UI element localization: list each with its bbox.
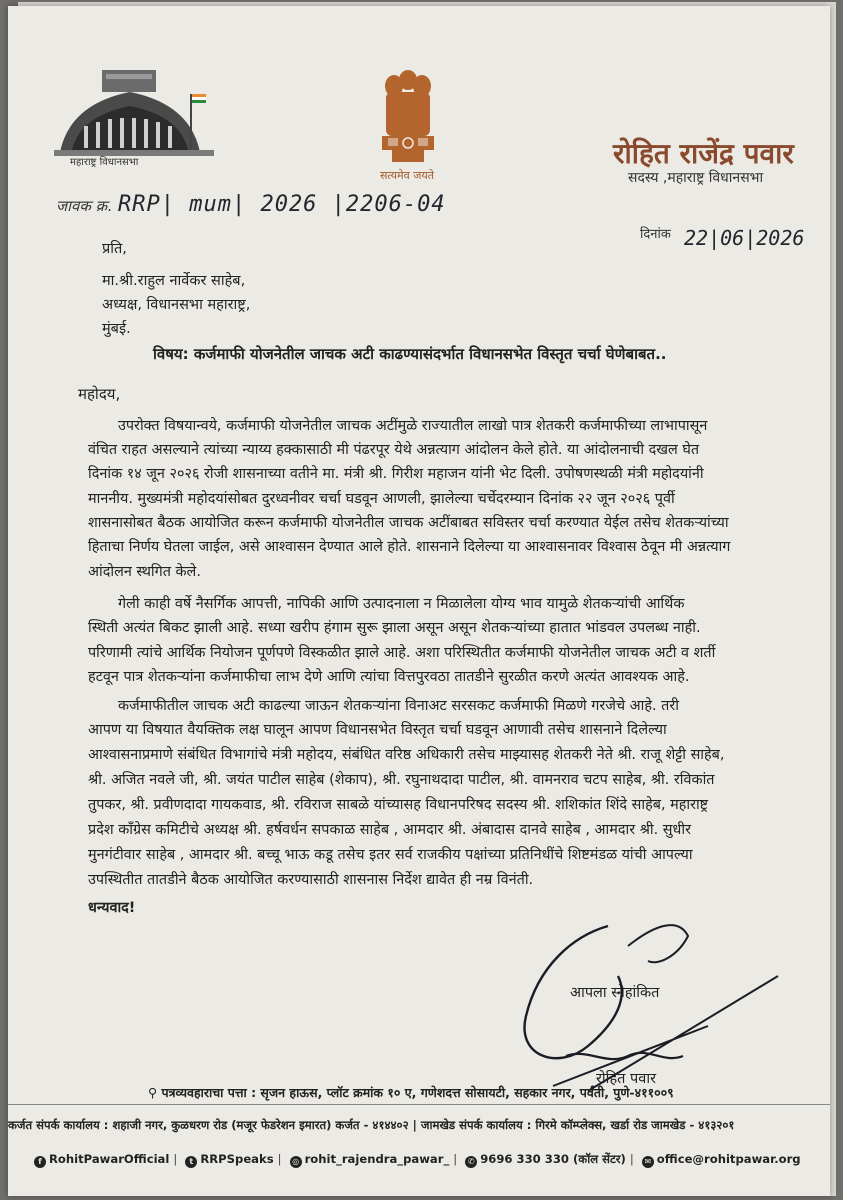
date-label: दिनांक	[640, 227, 671, 242]
reference-label: जावक क्र.	[56, 197, 112, 215]
letter-subject: विषय: कर्जमाफी योजनेतील जाचक अटी काढण्यासंदर्भात विधानसभेत विस्तृत चर्चा घेणेबाबत..	[153, 345, 667, 363]
addressee-prati: प्रति,	[102, 241, 127, 257]
addressee-line-1: मा.श्री.राहुल नार्वेकर साहेब,	[102, 273, 246, 289]
email-address[interactable]: office@rohitpawar.org	[656, 1152, 801, 1166]
logo-caption: महाराष्ट्र विधानसभा	[70, 157, 139, 168]
closing-phrase: आपला स्नेहांकित	[570, 985, 660, 1001]
postal-address: ⚲ पत्रव्यवहाराचा पत्ता : सृजन हाऊस, प्लॉट क्रमांक १० ए, गणेशदत्त सोसायटी, सहकार नगर, पर्वती, पुणे-४११००९	[148, 1085, 674, 1100]
letter-page	[8, 6, 830, 1196]
salutation: महोदय,	[78, 385, 121, 403]
email-icon: ✉	[642, 1156, 654, 1168]
signatory-name: रोहित पवार	[596, 1071, 656, 1087]
sender-designation: सदस्य ,महाराष्ट्र विधानसभा	[628, 170, 764, 186]
body-line: शासनासोबत बैठक आयोजित करून कर्जमाफी योजनेतील जाचक अटींबाबत सविस्तर चर्चा करण्यात येईल तसेच शेतकऱ्यांच्या	[88, 515, 729, 531]
addressee-line-3: मुंबई.	[102, 321, 131, 337]
instagram-handle[interactable]: rohit_rajendra_pawar_	[304, 1152, 450, 1166]
facebook-handle[interactable]: RohitPawarOfficial	[49, 1152, 170, 1166]
phone-number[interactable]: 9696 330 330 (कॉल सेंटर)	[480, 1152, 626, 1166]
body-line: उपरोक्त विषयान्वये, कर्जमाफी योजनेतील जाचक अटींमुळे राज्यातील लाखो पात्र शेतकरी कर्जमाफीच्या लाभापासून	[118, 418, 708, 434]
social-links: f RohitPawarOfficial | t RRPSpeaks | ◎ rohit_rajendra_pawar_ | ✆ 9696 330 330 (कॉल सेंटर) | ✉ office@rohitpawar.org	[34, 1152, 801, 1168]
twitter-handle[interactable]: RRPSpeaks	[200, 1152, 274, 1166]
body-line: परिणामी त्यांचे आर्थिक नियोजन पूर्णपणे विस्कळीत झाले आहे. अशा परिस्थितीत कर्जमाफी योजनेतील जाचक अटी व शर्ती	[88, 645, 716, 661]
body-line: प्रदेश कॉंग्रेस कमिटीचे अध्यक्ष श्री. हर्षवर्धन सपकाळ साहेब , आमदार श्री. अंबादास दानवे साहेब , आमदार श्री. सुधीर	[88, 822, 691, 838]
phone-icon: ✆	[465, 1156, 477, 1168]
thanks-line: धन्यवाद!	[88, 900, 136, 916]
body-line: स्थिती अत्यंत बिकट झाली आहे. सध्या खरीप हंगाम सुरू झाला असून असून शेतकऱ्यांच्या हातात भांडवल उपलब्ध नाही.	[88, 620, 701, 636]
addressee-line-2: अध्यक्ष, विधानसभा महाराष्ट्र,	[102, 297, 251, 313]
body-line: वंचित राहत असल्याने त्यांच्या न्याय्य हक्कासाठी मी पंढरपूर येथे अन्नत्याग आंदोलन केले होते. या आंदोलनाची दखल घेत	[88, 442, 700, 458]
body-line: मुनगंटीवार साहेब , आमदार श्री. बच्चू भाऊ कडू तसेच इतर सर्व राजकीय पक्षांच्या प्रतिनिधींचे शिष्टमंडळ यांची आपल्या	[88, 847, 693, 863]
body-line: दिनांक १४ जून २०२६ रोजी शासनाच्या वतीने मा. मंत्री श्री. गिरीश महाजन यांनी भेट दिली. उपोषणस्थळी मंत्री महोदयांनी	[88, 466, 704, 482]
twitter-icon: t	[185, 1156, 197, 1168]
contact-offices: कर्जत संपर्क कार्यालय : शहाजी नगर, कुळधरण रोड (मजूर फेडरेशन इमारत) कर्जत - ४१४४०२ | जामखेड संपर्क कार्यालय : गिरमे कॉम्प्लेक्स, खर्डा रोड जामखेड - ४१३२०१	[8, 1118, 735, 1132]
sender-name: रोहित राजेंद्र पवार	[613, 137, 794, 170]
body-line: कर्जमाफीतील जाचक अटी काढल्या जाऊन शेतकऱ्यांना विनाअट सरसकट कर्जमाफी मिळणे गरजेचे आहे. तरी	[118, 698, 679, 714]
location-pin-icon: ⚲	[148, 1085, 162, 1100]
body-line: गेली काही वर्षे नैसर्गिक आपत्ती, नापिकी आणि उत्पादनाला न मिळालेला योग्य भाव यामुळे शेतकऱ्यांची आर्थिक	[118, 596, 685, 612]
footer-divider	[8, 1104, 830, 1105]
facebook-icon: f	[34, 1156, 46, 1168]
body-line: हिताचा निर्णय घेतला जाईल, असे आश्वासन देण्यात आले होते. शासनाने दिलेल्या या आश्वासनावर विश्वास ठेवून मी अन्नत्याग	[88, 539, 731, 555]
body-line: हटवून पात्र शेतकऱ्यांना कर्जमाफीचा लाभ देणे आणि त्यांचा वित्तपुरवठा तातडीने सुरळीत करणे अत्यंत आवश्यक आहे.	[88, 669, 690, 685]
body-line: उपस्थितीत तातडीने बैठक आयोजित करण्यासाठी शासनास निर्देश द्यावेत ही नम्र विनंती.	[88, 872, 534, 888]
letter-date: 22|06|2026	[684, 226, 805, 250]
body-line: श्री. अजित नवले जी, श्री. जयंत पाटील साहेब (शेकाप), श्री. रघुनाथदादा पाटील, श्री. वामनराव चटप साहेब, श्री. रविकांत	[88, 772, 715, 788]
reference-number: RRP| mum| 2026 |2206-04	[118, 192, 446, 217]
body-line: आपण या विषयात वैयक्तिक लक्ष घालून आपण विधानसभेत विस्तृत चर्चा घडवून आणावी तसेच शासनाने दिलेल्या	[88, 722, 667, 738]
instagram-icon: ◎	[290, 1156, 302, 1168]
emblem-motto: सत्यमेव जयते	[380, 169, 435, 182]
body-line: आंदोलन स्थगित केले.	[88, 564, 201, 580]
body-line: आश्वासनाप्रमाणे संबंधित विभागांचे मंत्री महोदय, संबंधित वरिष्ठ अधिकारी तसेच माझ्यासह शेतकरी नेते श्री. राजू शेट्टी साहेब,	[88, 747, 725, 763]
body-line: माननीय. मुख्यमंत्री महोदयांसोबत दुरध्वनीवर चर्चा घडवून आणली, झालेल्या चर्चेदरम्यान दिनांक २२ जून २०२६ पूर्वी	[88, 491, 675, 507]
body-line: तुपकर, श्री. प्रवीणदादा गायकवाड, श्री. रविराज साबळे यांच्यासह विधानपरिषद सदस्य श्री. शशिकांत शिंदे साहेब, महाराष्ट्र	[88, 797, 709, 813]
